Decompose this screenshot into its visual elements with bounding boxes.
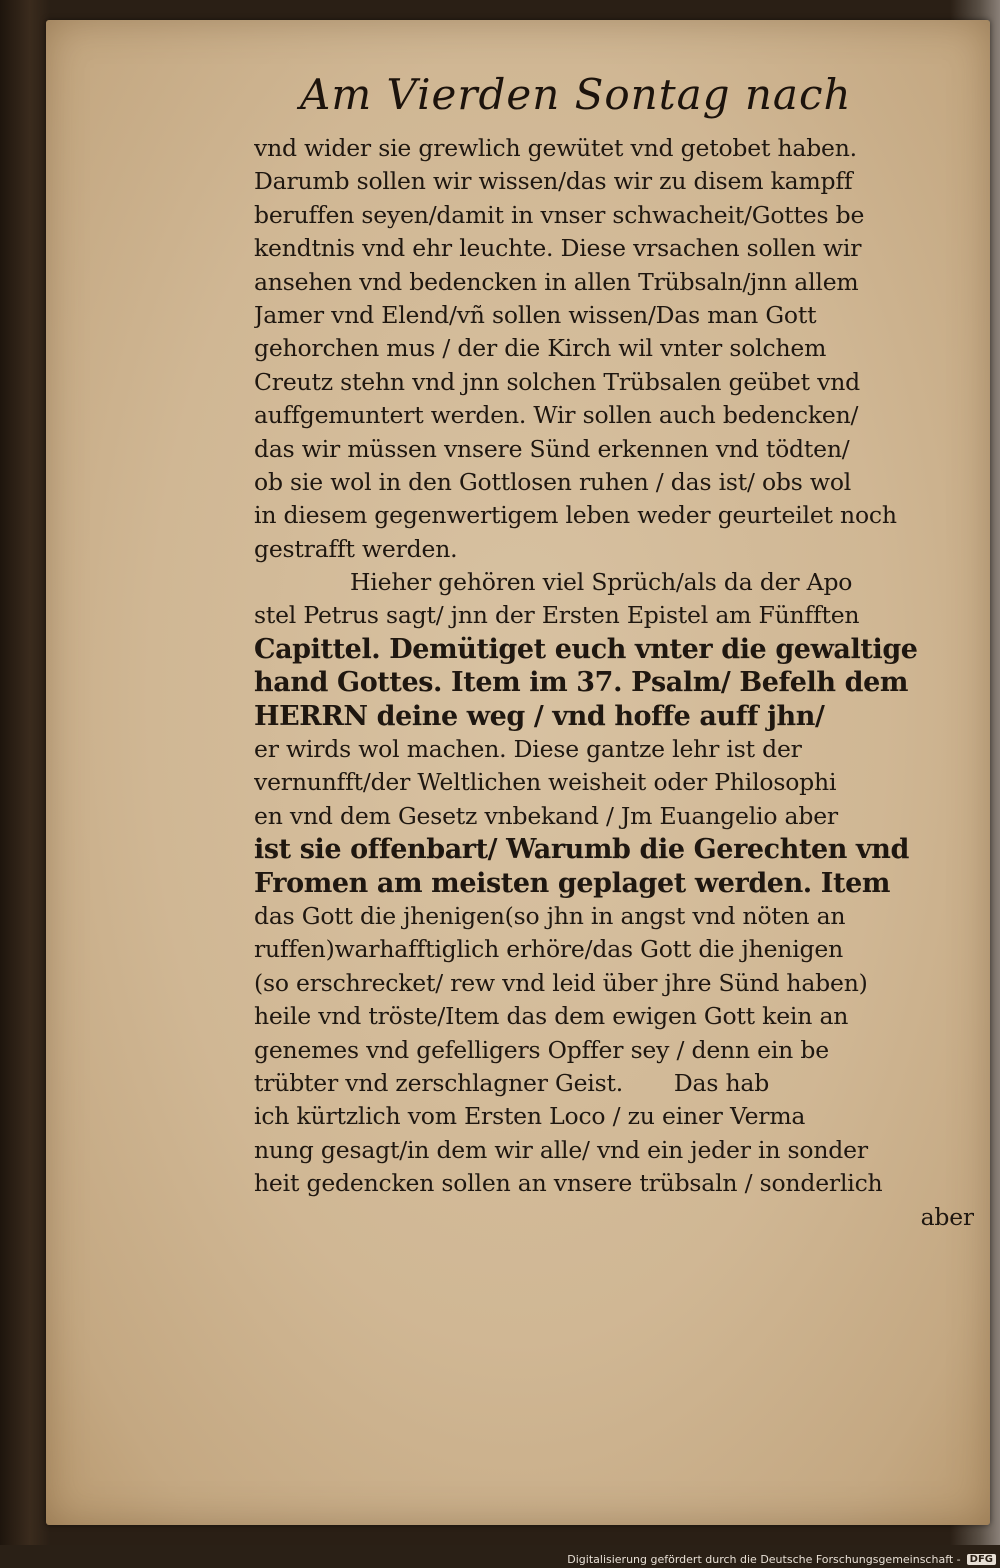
credit-text: Digitalisierung gefördert durch die Deutsche Forschungsgemeinschaft -: [567, 1553, 961, 1566]
catchword: aber: [920, 1202, 974, 1231]
text-line: Creutz stehn vnd jnn solchen Trübsalen geübet vnd: [254, 367, 860, 396]
text-line: gestrafft werden.: [254, 534, 458, 563]
text-line: Capittel. Demütiget euch vnter die gewaltige: [254, 633, 918, 665]
text-line: ob sie wol in den Gottlosen ruhen / das ist/ obs wol: [254, 467, 852, 496]
text-line: gehorchen mus / der die Kirch wil vnter solchem: [254, 334, 827, 363]
text-line: Darumb sollen wir wissen/das wir zu disem kampff: [254, 167, 853, 196]
text-line: (so erschrecket/ rew vnd leid über jhre Sünd haben): [254, 968, 868, 997]
text-line: beruffen seyen/damit in vnser schwacheit/Gottes be: [254, 200, 865, 229]
text-line: stel Petrus sagt/ jnn der Ersten Epistel am Fünfften: [254, 601, 860, 630]
text-line: Fromen am meisten geplaget werden. Item: [254, 867, 891, 899]
text-line: en vnd dem Gesetz vnbekand / Jm Euangelio aber: [254, 801, 838, 830]
text-line: auffgemuntert werden. Wir sollen auch bedencken/: [254, 401, 859, 430]
text-line: Jamer vnd Elend/vñ sollen wissen/Das man Gott: [254, 300, 817, 329]
text-line: vnd wider sie grewlich gewütet vnd getobet haben.: [254, 134, 857, 162]
text-line: ansehen vnd bedencken in allen Trübsaln/jnn allem: [254, 267, 859, 296]
text-line: hand Gottes. Item im 37. Psalm/ Befelh dem: [254, 667, 909, 699]
text-line: in diesem gegenwertigem leben weder geurteilet noch: [254, 501, 897, 530]
running-header: Am Vierden Sontag nach: [300, 70, 852, 119]
text-line: ich kürtzlich vom Ersten Loco / zu einer Verma: [254, 1102, 806, 1131]
text-line: nung gesagt/in dem wir alle/ vnd ein jeder in sonder: [254, 1135, 868, 1164]
text-line: heile vnd tröste/Item das dem ewigen Gott kein an: [254, 1002, 849, 1031]
text-line: er wirds wol machen. Diese gantze lehr ist der: [254, 735, 802, 764]
text-line: vernunfft/der Weltlichen weisheit oder Philosophi: [254, 768, 837, 797]
text-line: ruffen)warhafftiglich erhöre/das Gott die jhenigen: [254, 935, 844, 964]
digitization-credit: [567, 1553, 996, 1566]
text-line: HERRN deine weg / vnd hoffe auff jhn/: [254, 700, 825, 732]
text-line: ist sie offenbart/ Warumb die Gerechten vnd: [254, 834, 910, 866]
text-line: das Gott die jhenigen(so jhn in angst vnd nöten an: [254, 901, 846, 930]
text-line: genemes vnd gefelligers Opffer sey / denn ein be: [254, 1035, 829, 1064]
dfg-logo: DFG: [967, 1554, 996, 1565]
text-line: kendtnis vnd ehr leuchte. Diese vrsachen sollen wir: [254, 234, 862, 263]
page-body: [254, 132, 974, 1234]
text-line: das wir müssen vnsere Sünd erkennen vnd tödten/: [254, 434, 850, 463]
text-line: heit gedencken sollen an vnsere trübsaln / sonderlich: [254, 1169, 883, 1198]
text-line: trübter vnd zerschlagner Geist. Das hab: [254, 1068, 770, 1097]
text-line: Hieher gehören viel Sprüch/als da der Apo: [350, 568, 853, 597]
